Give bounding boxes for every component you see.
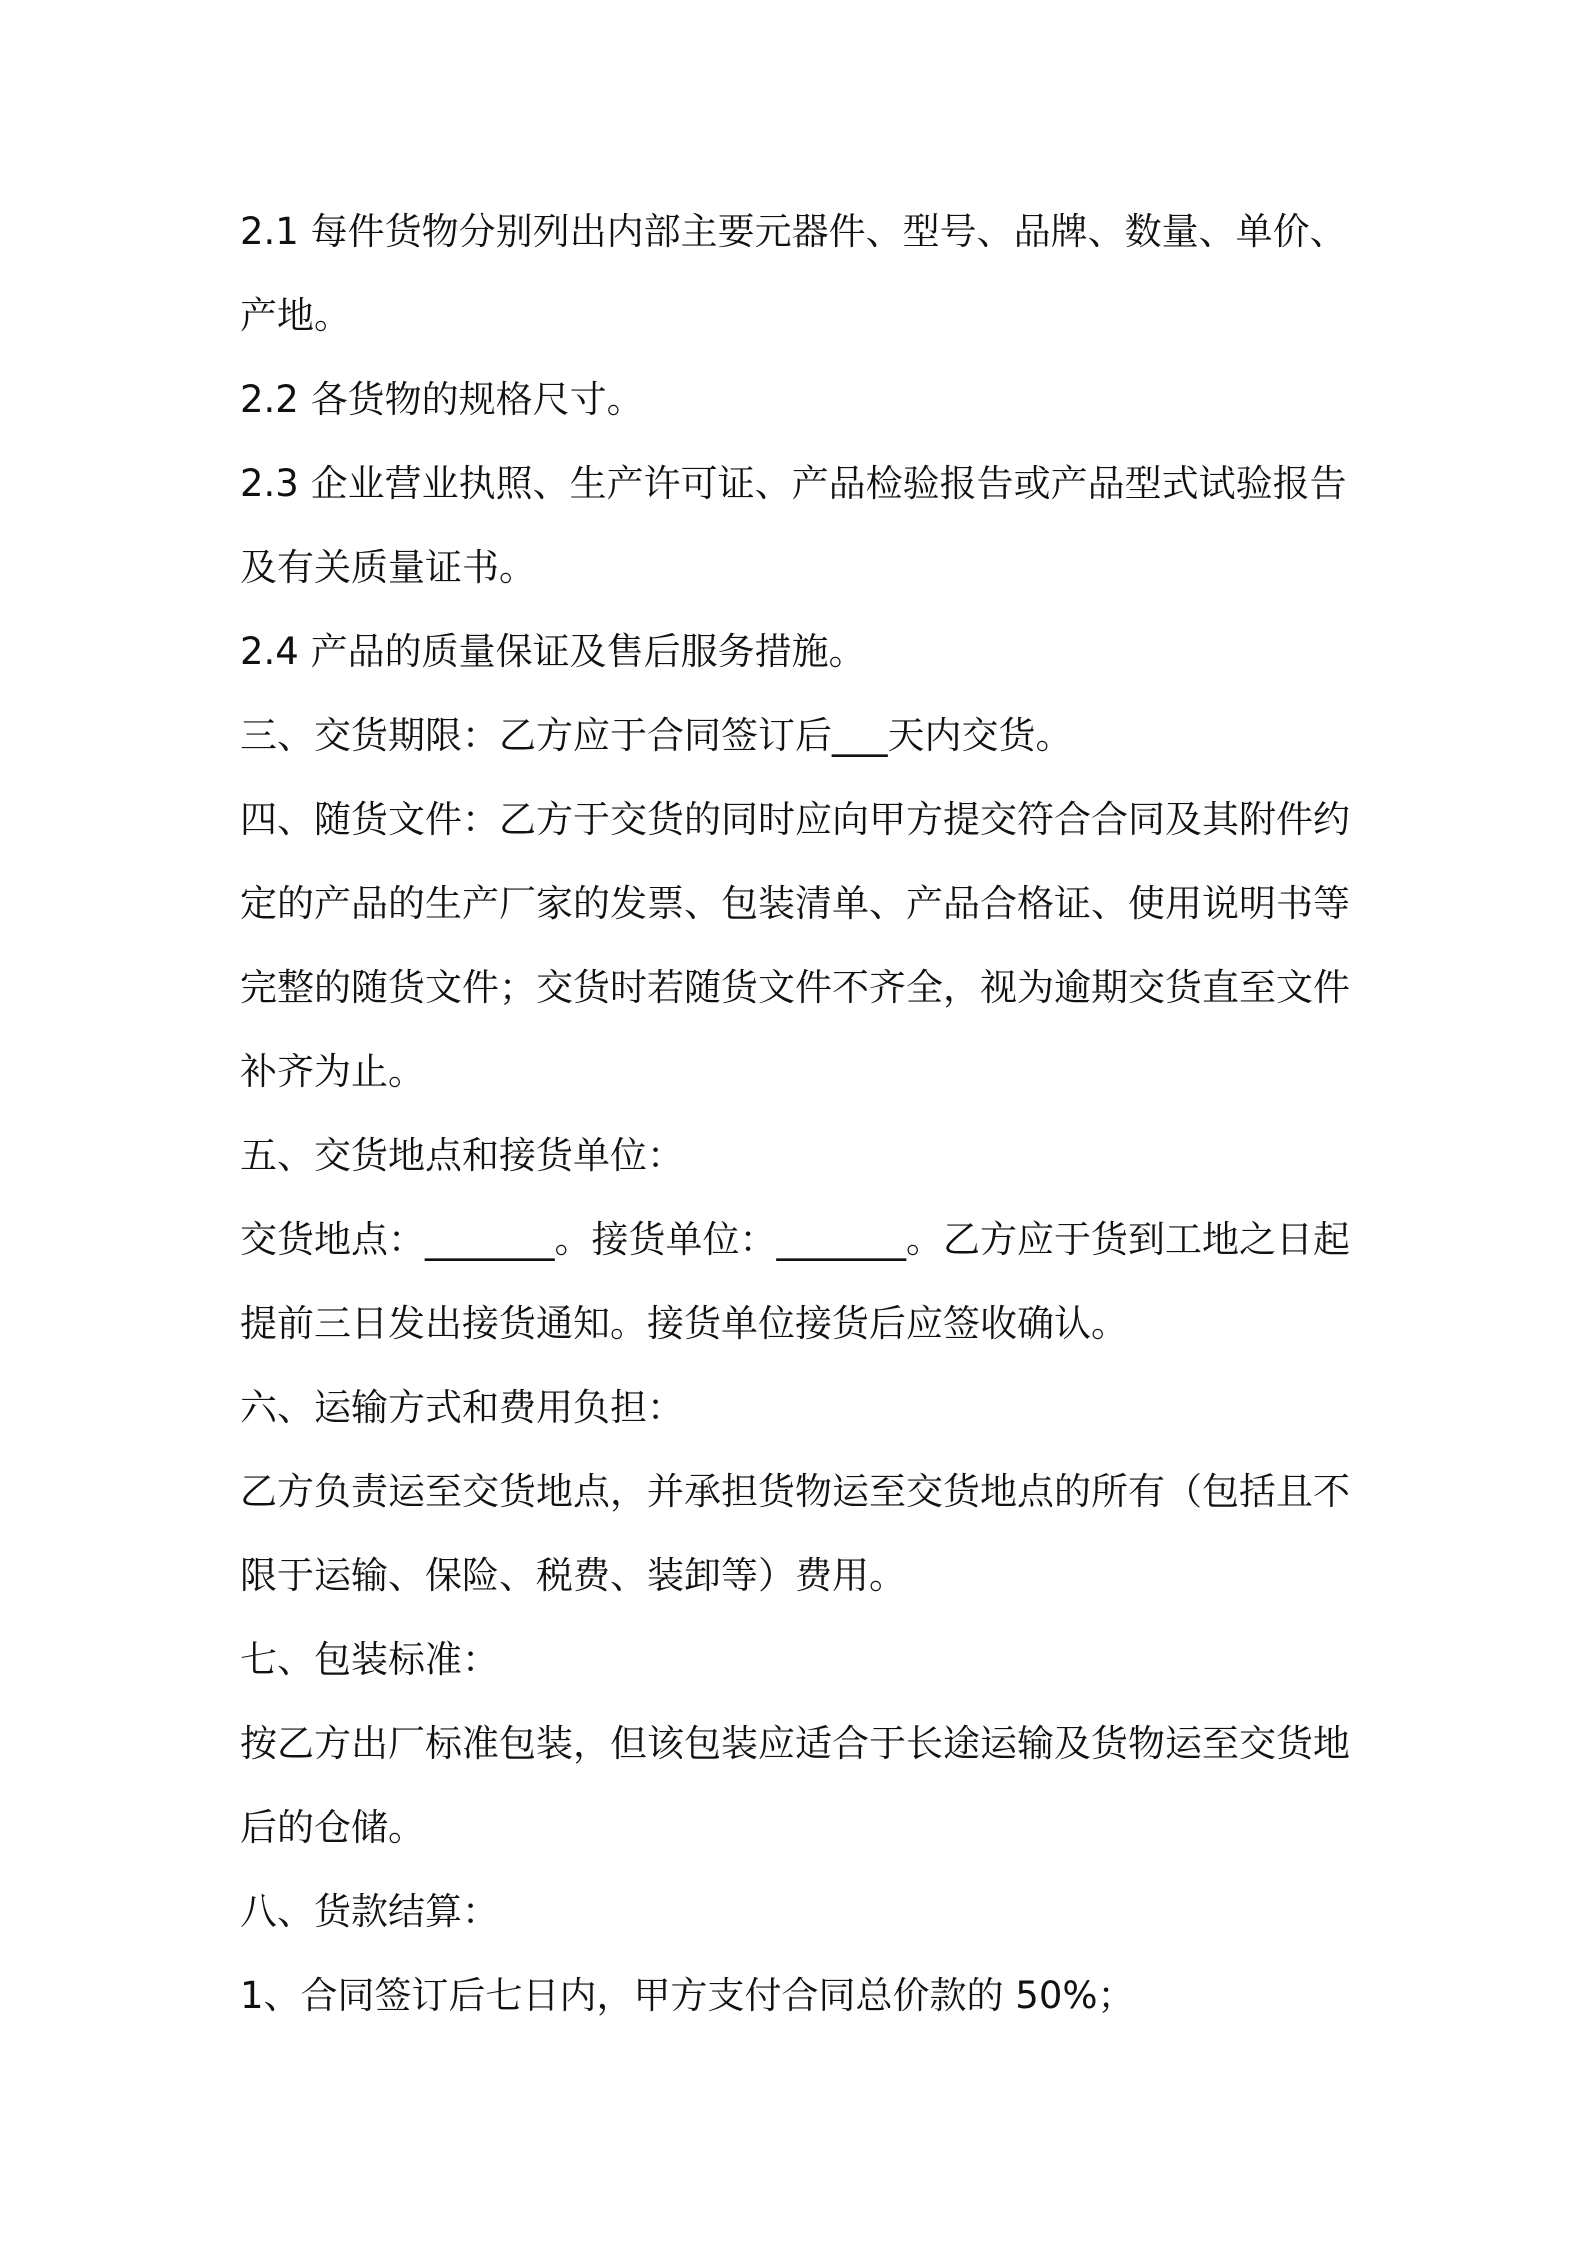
clause-2-3: 2.3 企业营业执照、生产许可证、产品检验报告或产品型式试验报告及有关质量证书。: [240, 462, 1347, 589]
section-3-delivery-deadline: 三、交货期限：乙方应于合同签订后___天内交货。: [240, 714, 1073, 757]
clause-2-2: 2.2 各货物的规格尺寸。: [240, 378, 644, 421]
section-5-heading: 五、交货地点和接货单位：: [240, 1134, 684, 1177]
section-7-body: 按乙方出厂标准包装，但该包装应适合于长途运输及货物运至交货地后的仓储。: [240, 1722, 1350, 1849]
section-8-heading: 八、货款结算：: [240, 1890, 499, 1933]
section-6-body: 乙方负责运至交货地点，并承担货物运至交货地点的所有（包括且不限于运输、保险、税费、装卸等）费用。: [240, 1470, 1350, 1597]
section-6-heading: 六、运输方式和费用负担：: [240, 1386, 684, 1429]
clause-2-1: 2.1 每件货物分别列出内部主要元器件、型号、品牌、数量、单价、产地。: [240, 210, 1347, 337]
section-7-heading: 七、包装标准：: [240, 1638, 499, 1681]
document-body: [240, 190, 1360, 2038]
clause-2-4: 2.4 产品的质量保证及售后服务措施。: [240, 630, 866, 673]
section-5-body: 交货地点：_______。接货单位：_______。乙方应于货到工地之日起提前三日发出接货通知。接货单位接货后应签收确认。: [240, 1218, 1350, 1345]
section-4-accompanying-documents: 四、随货文件：乙方于交货的同时应向甲方提交符合合同及其附件约定的产品的生产厂家的发票、包装清单、产品合格证、使用说明书等完整的随货文件；交货时若随货文件不齐全，视为逾期交货直至文件补齐为止。: [240, 798, 1350, 1093]
section-8-item-1: 1、合同签订后七日内，甲方支付合同总价款的 50%；: [240, 1974, 1135, 2017]
